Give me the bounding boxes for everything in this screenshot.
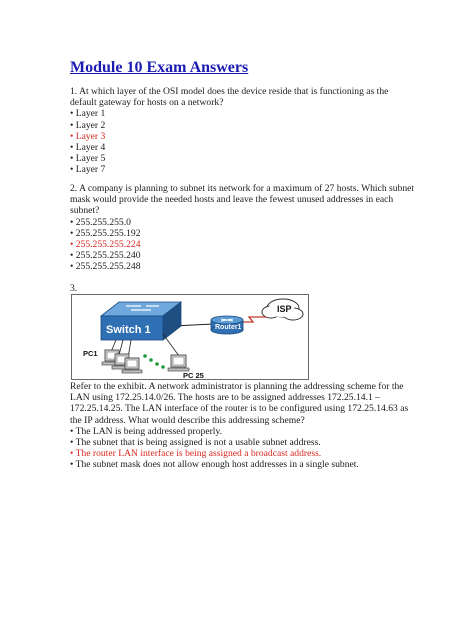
pc25-label: PC 25 bbox=[183, 371, 204, 380]
pc1-label: PC1 bbox=[83, 349, 98, 358]
question-1-correct-option: • Layer 3 bbox=[70, 130, 106, 142]
question-1-text: 1. At which layer of the OSI model does the device reside that is functioning as the default gateway for hosts on a network? bbox=[70, 86, 389, 109]
question-1-option: • Layer 1 bbox=[70, 108, 106, 120]
isp-label: ISP bbox=[277, 304, 292, 314]
question-1-option: • Layer 7 bbox=[70, 164, 106, 176]
question-3-correct-option: • The router LAN interface is being assigned a broadcast address. bbox=[70, 448, 322, 460]
question-1-option: • Layer 5 bbox=[70, 153, 106, 165]
question-2 bbox=[70, 183, 415, 273]
question-3-option: • The subnet mask does not allow enough host addresses in a single subnet. bbox=[70, 459, 359, 471]
switch-label: Switch 1 bbox=[106, 324, 151, 336]
question-2-correct-option: • 255.255.255.224 bbox=[70, 239, 141, 251]
question-3-number: 3. bbox=[70, 283, 78, 294]
question-3 bbox=[70, 381, 415, 471]
network-exhibit-diagram bbox=[71, 294, 309, 380]
question-1 bbox=[70, 86, 415, 176]
question-2-option: • 255.255.255.0 bbox=[70, 216, 131, 228]
question-2-option: • 255.255.255.248 bbox=[70, 261, 141, 273]
question-2-text: 2. A company is planning to subnet its network for a maximum of 27 hosts. Which subnet mask would provide the needed hosts and leave the fewest unused addresses in each subnet? bbox=[70, 183, 415, 217]
question-2-option: • 255.255.255.192 bbox=[70, 227, 141, 239]
question-3-option: • The subnet that is being assigned is not a usable subnet address. bbox=[70, 437, 321, 449]
question-3-option: • The LAN is being addressed properly. bbox=[70, 425, 223, 437]
question-3-text: Refer to the exhibit. A network administrator is planning the addressing scheme for the LAN using 172.25.14.0/26. The hosts are to be assigned addresses 172.25.14.1 – 172.25.14.25. The LAN interface of the router is to be configured using 172.25.14.63 as the IP address. What would describe this addressing scheme? bbox=[70, 381, 409, 426]
question-2-option: • 255.255.255.240 bbox=[70, 250, 141, 262]
question-1-option: • Layer 2 bbox=[70, 119, 106, 131]
pc25-computer-icon bbox=[168, 355, 189, 371]
page-title: Module 10 Exam Answers bbox=[70, 59, 249, 76]
router-label: Router1 bbox=[215, 324, 242, 331]
pc-computer-icon bbox=[122, 358, 142, 373]
question-1-option: • Layer 4 bbox=[70, 142, 106, 154]
